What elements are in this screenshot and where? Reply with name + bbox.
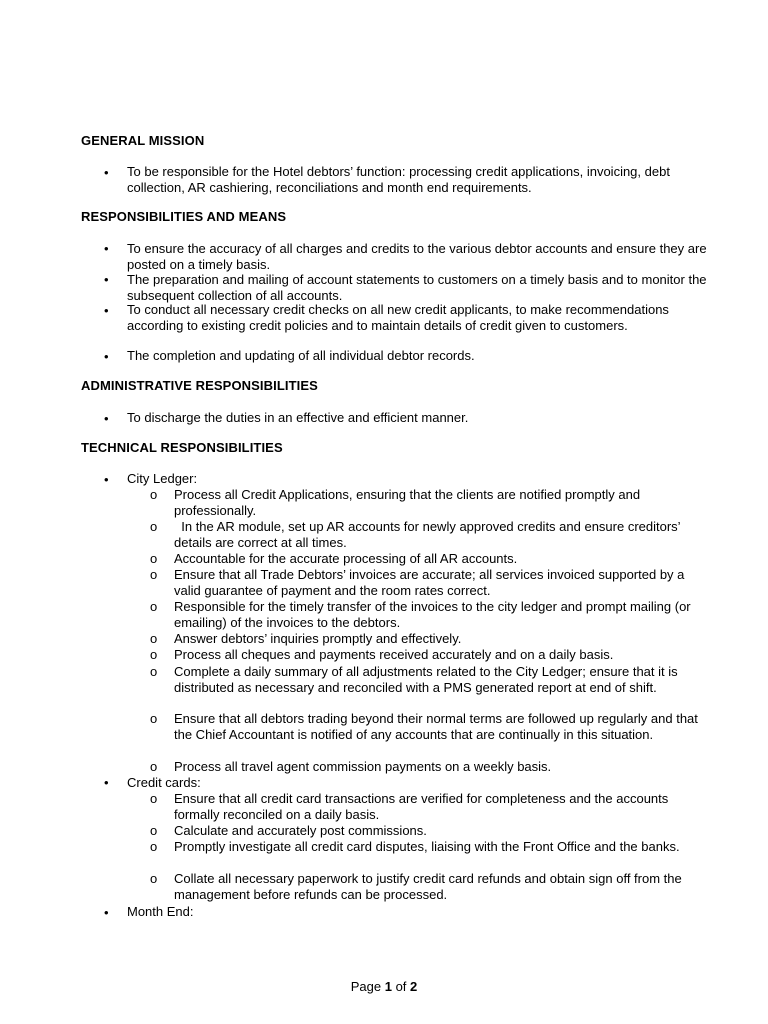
of-word: of xyxy=(395,979,407,994)
bullet-glyph: • xyxy=(104,165,109,180)
sub-bullet-glyph: o xyxy=(150,599,158,614)
list-item-label: City Ledger: xyxy=(127,471,198,486)
sub-list-item: Promptly investigate all credit card disputes, liaising with the Front Office and the banks. xyxy=(174,839,680,854)
sub-list-item: Complete a daily summary of all adjustments related to the City Ledger; ensure that it is distributed as necessary and reconciled with a PMS generated report at end of shift. xyxy=(174,664,678,695)
bullet-glyph: • xyxy=(104,303,109,318)
sub-list-item: Calculate and accurately post commissions. xyxy=(174,823,427,838)
list-item: The completion and updating of all individual debtor records. xyxy=(127,348,475,363)
total-pages-number: 2 xyxy=(410,979,418,994)
sub-list-item: Ensure that all debtors trading beyond their normal terms are followed up regularly and that the Chief Accountant is notified of any accounts that are continually in this situation. xyxy=(174,711,698,742)
sub-bullet-glyph: o xyxy=(150,631,158,646)
bullet-glyph: • xyxy=(104,349,109,364)
sub-list-item: Process all travel agent commission payments on a weekly basis. xyxy=(174,759,552,774)
section-heading-general-mission: GENERAL MISSION xyxy=(81,133,205,148)
sub-bullet-glyph: o xyxy=(150,759,158,774)
sub-bullet-glyph: o xyxy=(150,551,158,566)
sub-bullet-glyph: o xyxy=(150,519,158,534)
list-item: To conduct all necessary credit checks on all new credit applicants, to make recommendations according to existing credit policies and to maintain details of credit given to customers. xyxy=(127,302,669,333)
page-word: Page xyxy=(350,979,382,994)
bullet-glyph: • xyxy=(104,905,109,920)
sub-list-item: Ensure that all credit card transactions are verified for completeness and the accounts formally reconciled on a daily basis. xyxy=(174,791,669,822)
sub-list-item: Accountable for the accurate processing of all AR accounts. xyxy=(174,551,518,566)
bullet-glyph: • xyxy=(104,775,109,790)
bullet-glyph: • xyxy=(104,241,109,256)
list-item-label: Credit cards: xyxy=(127,775,201,790)
sub-list-item: Answer debtors’ inquiries promptly and effectively. xyxy=(174,631,462,646)
sub-bullet-glyph: o xyxy=(150,567,158,582)
sub-list-item: Process all cheques and payments received accurately and on a daily basis. xyxy=(174,647,614,662)
list-item: The preparation and mailing of account statements to customers on a timely basis and to monitor the subsequent collection of all accounts. xyxy=(127,272,707,303)
sub-bullet-glyph: o xyxy=(150,647,158,662)
list-item-label: Month End: xyxy=(127,904,194,919)
sub-bullet-glyph: o xyxy=(150,871,158,886)
bullet-glyph: • xyxy=(104,472,109,487)
section-heading-responsibilities-and-means: RESPONSIBILITIES AND MEANS xyxy=(81,209,287,224)
bullet-glyph: • xyxy=(104,272,109,287)
sub-bullet-glyph: o xyxy=(150,839,158,854)
list-item: To discharge the duties in an effective and efficient manner. xyxy=(127,410,469,425)
sub-bullet-glyph: o xyxy=(150,664,158,679)
list-item: To be responsible for the Hotel debtors’ function: processing credit applications, invoicing, debt collection, AR cashiering, reconciliations and month end requirements. xyxy=(127,164,670,195)
sub-bullet-glyph: o xyxy=(150,487,158,502)
sub-list-item: Responsible for the timely transfer of the invoices to the city ledger and prompt mailing (or emailing) of the invoices to the debtors. xyxy=(174,599,691,630)
list-item: To ensure the accuracy of all charges and credits to the various debtor accounts and ensure they are posted on a timely basis. xyxy=(127,241,707,272)
sub-list-item: Process all Credit Applications, ensuring that the clients are notified promptly and professionally. xyxy=(174,487,641,518)
sub-list-item: In the AR module, set up AR accounts for newly approved credits and ensure creditors’ details are correct at all times. xyxy=(174,519,684,550)
sub-bullet-glyph: o xyxy=(150,823,158,838)
page-footer xyxy=(0,979,768,995)
sub-list-item: Ensure that all Trade Debtors’ invoices are accurate; all services invoiced supported by a valid guarantee of payment and the room rates correct. xyxy=(174,567,685,598)
bullet-glyph: • xyxy=(104,411,109,426)
sub-list-item: Collate all necessary paperwork to justify credit card refunds and obtain sign off from the management before refunds can be processed. xyxy=(174,871,682,902)
sub-bullet-glyph: o xyxy=(150,711,158,726)
section-heading-technical-responsibilities: TECHNICAL RESPONSIBILITIES xyxy=(81,440,283,455)
current-page-number: 1 xyxy=(384,979,392,994)
sub-bullet-glyph: o xyxy=(150,791,158,806)
section-heading-administrative-responsibilities: ADMINISTRATIVE RESPONSIBILITIES xyxy=(81,378,318,393)
